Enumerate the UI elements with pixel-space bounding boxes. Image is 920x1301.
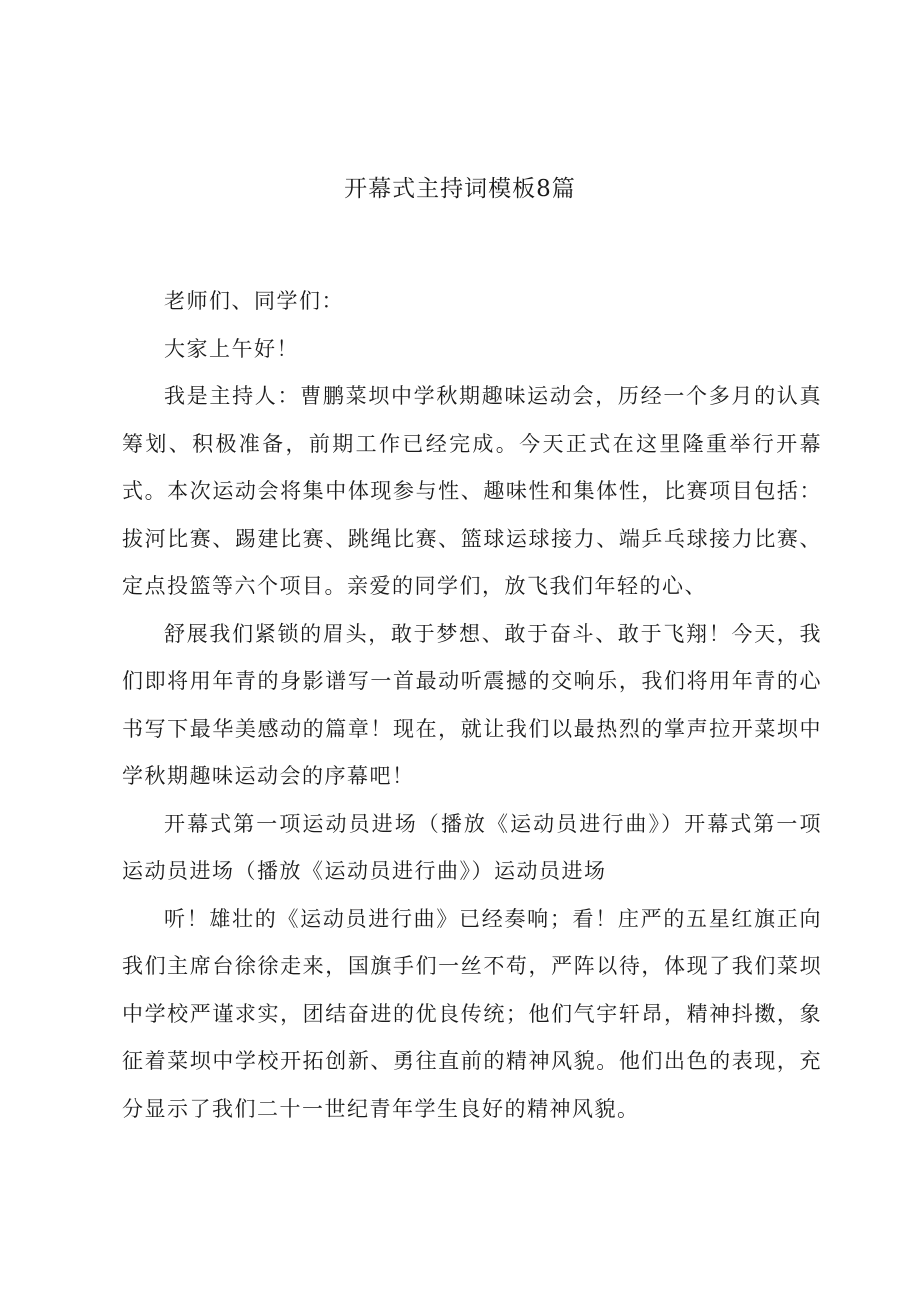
paragraph-opening-call: 舒展我们紧锁的眉头，敢于梦想、敢于奋斗、敢于飞翔！今天，我们即将用年青的身影谱写一首最动听震撼的交响乐，我们将用年青的心书写下最华美感动的篇章！现在，就让我们以最热烈的掌声拉开菜坝中学秋期趣味运动会的序幕吧！ (122, 621, 822, 788)
document-title: 开幕式主持词模板8篇 (344, 176, 576, 202)
paragraph-athletes-entrance: 开幕式第一项运动员进场（播放《运动员进行曲》）开幕式第一项运动员进场（播放《运动员进行曲》）运动员进场 (122, 811, 822, 883)
paragraph-host-intro: 我是主持人：曹鹏菜坝中学秋期趣味运动会，历经一个多月的认真筹划、积极准备，前期工作已经完成。今天正式在这里隆重举行开幕式。本次运动会将集中体现参与性、趣味性和集体性，比赛项目包括：拔河比赛、踢建比赛、跳绳比赛、篮球运球接力、端乒乓球接力比赛、定点投篮等六个项目。亲爱的同学们，放飞我们年轻的心、 (122, 384, 822, 598)
document-body (122, 278, 822, 1133)
paragraph-flag-march: 听！雄壮的《运动员进行曲》已经奏响；看！庄严的五星红旗正向我们主席台徐徐走来，国旗手们一丝不苟，严阵以待，体现了我们菜坝中学校严谨求实，团结奋进的优良传统；他们气宇轩昂，精神抖擞，象征着菜坝中学校开拓创新、勇往直前的精神风貌。他们出色的表现，充分显示了我们二十一世纪青年学生良好的精神风貌。 (122, 906, 822, 1121)
paragraph-greeting: 老师们、同学们： (164, 289, 344, 313)
paragraph-good-morning: 大家上午好！ (164, 336, 299, 361)
